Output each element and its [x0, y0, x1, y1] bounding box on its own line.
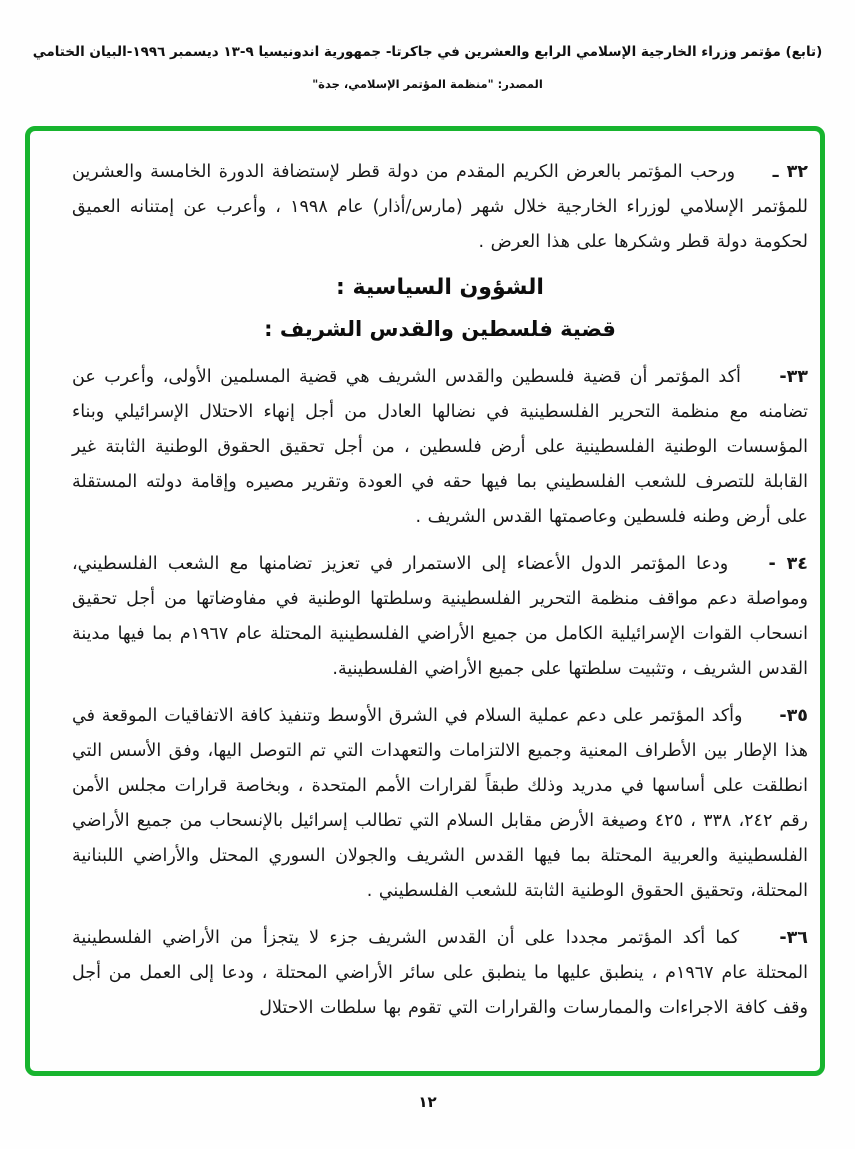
subsection-heading-palestine-jerusalem: قضية فلسطين والقدس الشريف :: [264, 316, 616, 341]
paragraph-32-text: ورحب المؤتمر بالعرض الكريم المقدم من دولة قطر لإستضافة الدورة الخامسة والعشرين للمؤتمر الإسلامي لوزراء الخارجية خلال شهر (مارس/أذار) عام ١٩٩٨ ، وأعرب عن إمتنانه العميق لحكومة دولة قطر وشكرها على هذا العرض .: [72, 162, 808, 252]
document-header: [30, 42, 825, 91]
paragraph-35: [72, 699, 808, 909]
green-border-frame: [25, 126, 825, 1076]
paragraph-36: [72, 921, 808, 1026]
header-title-line: (تابع) مؤتمر وزراء الخارجية الإسلامي الرابع والعشرين في جاكرتا- جمهورية اندونيسيا ٩-١٣ ديسمبر ١٩٩٦-البيان الختامي: [32, 44, 823, 60]
paragraph-33-text: أكد المؤتمر أن قضية فلسطين والقدس الشريف هي قضية المسلمين الأولى، وأعرب عن تضامنه مع منظمة التحرير الفلسطينية في نضالها العادل من أجل إنهاء الاحتلال الإسرائيلي وبناء المؤسسات الوطنية الفلسطينية على أرض فلسطين ، من أجل تحقيق الحقوق الوطنية الثابتة غير القابلة للتصرف للشعب الفلسطيني بما فيها حقه في العودة وتقرير مصيره وإقامة دولته المستقلة على أرض وطنه فلسطين وعاصمتها القدس الشريف .: [72, 366, 808, 527]
paragraph-34-number: ٣٤ -: [768, 553, 808, 574]
paragraph-33: [72, 360, 808, 535]
paragraph-33-number: ٣٣-: [779, 366, 808, 387]
paragraph-35-text: وأكد المؤتمر على دعم عملية السلام في الشرق الأوسط وتنفيذ كافة الاتفاقيات الموقعة في هذا الإطار بين الأطراف المعنية وجميع الالتزامات والتعهدات التي تم التوصل اليها، وفق الأسس التي انطلقت على أساسها في مدريد وذلك طبقاً لقرارات الأمم المتحدة ، وبخاصة قرارات مجلس الأمن رقم ٢٤٢، ٣٣٨ ، ٤٢٥ وصيغة الأرض مقابل السلام التي تطالب إسرائيل بالإنسحاب من جميع الأراضي الفلسطينية والعربية المحتلة بما فيها القدس الشريف والجولان السوري المحتل والأراضي اللبنانية المحتلة، وتحقيق الحقوق الوطنية الثابتة للشعب الفلسطيني .: [72, 705, 809, 901]
paragraph-34: [72, 547, 808, 687]
paragraph-35-number: ٣٥-: [779, 705, 808, 726]
paragraph-32-number: ٣٢ ـ: [772, 162, 808, 182]
section-heading-political-affairs: الشؤون السياسية :: [336, 275, 544, 300]
page-number: ١٢: [418, 1093, 437, 1111]
paragraph-36-number: ٣٦-: [779, 927, 808, 948]
paragraph-36-text: كما أكد المؤتمر مجددا على أن القدس الشريف جزء لا يتجزأ من الأراضي الفلسطينية المحتلة عام ١٩٦٧م ، ينطبق عليها ما ينطبق على سائر الأراضي المحتلة ، ودعا إلى العمل من أجل وقف كافة الاجراءات والممارسات والقرارات التي تقوم بها سلطات الاحتلال: [72, 927, 808, 1018]
paragraph-34-text: ودعا المؤتمر الدول الأعضاء إلى الاستمرار في تعزيز تضامنها مع الشعب الفلسطيني، ومواصلة دعم مواقف منظمة التحرير الفلسطينية وسلطتها الوطنية في مفاوضاتها من أجل تحقيق انسحاب القوات الإسرائيلية الكامل من جميع الأراضي الفلسطينية المحتلة عام ١٩٦٧م بما فيها مدينة القدس الشريف ، وتثبيت سلطتها على جميع الأراضي الفلسطينية.: [72, 553, 808, 679]
paragraph-32: [72, 155, 808, 260]
header-source-line: المصدر: "منظمة المؤتمر الإسلامي، جدة": [312, 76, 543, 91]
